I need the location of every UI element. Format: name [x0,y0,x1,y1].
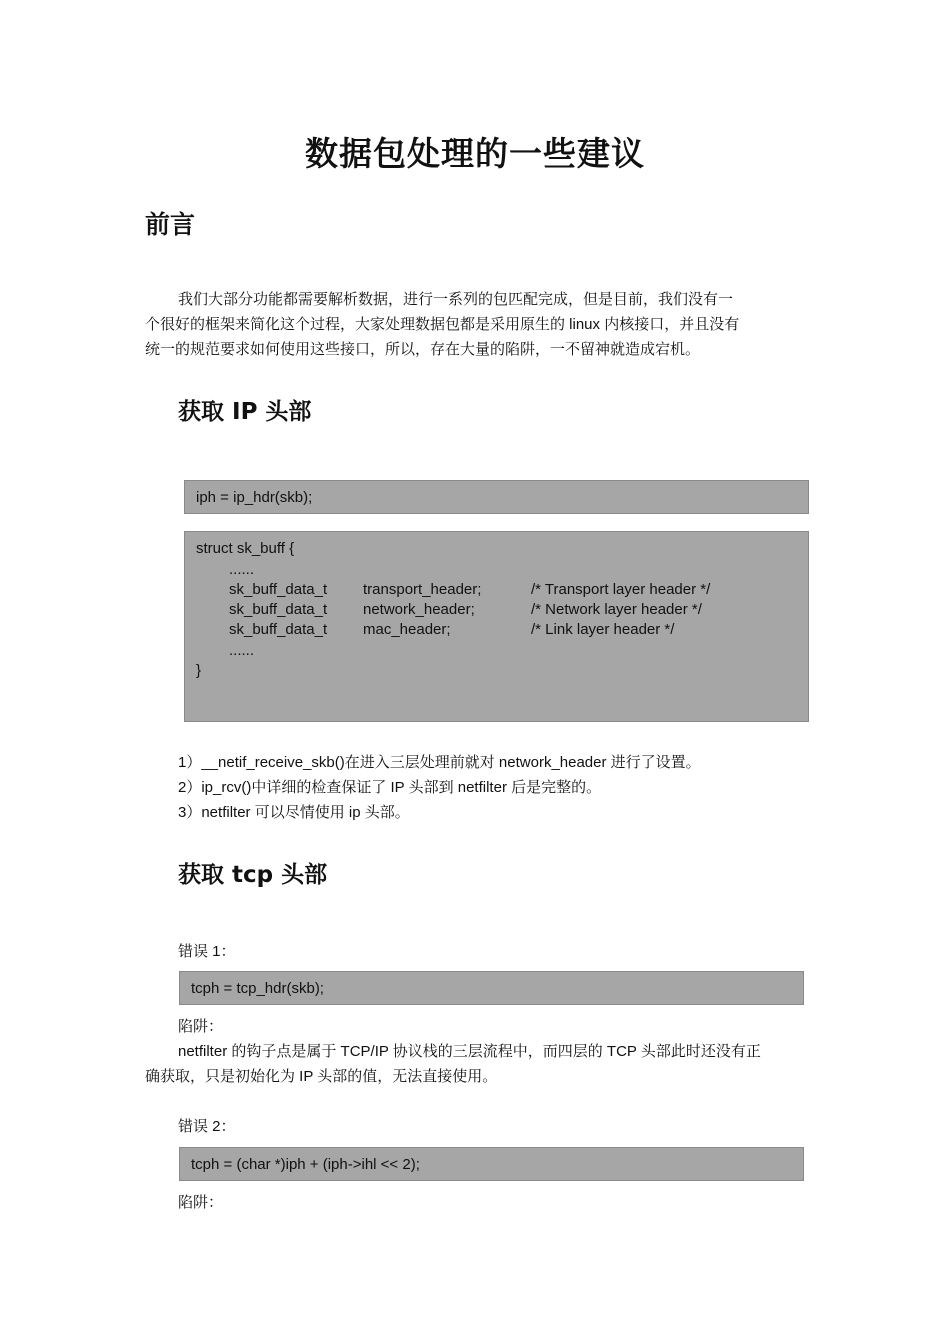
struct-field-type: sk_buff_data_t [229,581,328,598]
code-block-tcp-hdr [179,971,804,1005]
struct-field-comment: /* Link layer header */ [531,621,675,638]
note-item-3: 3）netfilter 可以尽情使用 ip 头部。 [178,804,410,821]
preface-line-1: 我们大部分功能都需要解析数据，进行一系列的包匹配完成，但是目前，我们没有一 [178,291,734,308]
code-block-sk-buff [184,531,809,722]
preface-heading: 前言 [145,210,196,239]
error-1-label: 错误 1： [178,943,236,960]
trap-1-paragraph [145,1039,807,1089]
error-2-label: 错误 2： [178,1118,236,1135]
code-line: iph = ip_hdr(skb); [196,489,313,506]
trap-1-label: 陷阱： [178,1018,224,1035]
trap-2-label: 陷阱： [178,1194,224,1211]
struct-field-name: network_header; [363,601,475,618]
struct-ellipsis-line: ...... [229,642,255,659]
struct-field-comment: /* Transport layer header */ [531,581,711,598]
preface-line-3: 统一的规范要求如何使用这些接口，所以，存在大量的陷阱，一不留神就造成宕机。 [145,341,701,358]
struct-field-comment: /* Network layer header */ [531,601,702,618]
struct-ellipsis-line: ...... [229,561,255,578]
preface-paragraph [145,287,807,362]
struct-field-type: sk_buff_data_t [229,621,328,638]
struct-field-type: sk_buff_data_t [229,601,328,618]
struct-close-line: } [196,662,202,679]
trap-1-line-1: netfilter 的钩子点是属于 TCP/IP 协议栈的三层流程中，而四层的 TCP 头部此时还没有正 [178,1043,761,1060]
document-title: 数据包处理的一些建议 [305,134,645,173]
code-block-ip-hdr [184,480,809,514]
code-line: tcph = (char *)iph + (iph->ihl << 2); [191,1156,420,1173]
preface-line-2: 个很好的框架来简化这个过程，大家处理数据包都是采用原生的 linux 内核接口，并且没有 [145,316,740,333]
trap-1-line-2: 确获取，只是初始化为 IP 头部的值，无法直接使用。 [145,1068,498,1085]
tcp-section-heading: 获取 tcp 头部 [178,862,328,888]
struct-open-line: struct sk_buff { [196,540,295,557]
note-item-2: 2）ip_rcv()中详细的检查保证了 IP 头部到 netfilter 后是完整的。 [178,779,602,796]
note-item-1: 1）__netif_receive_skb()在进入三层处理前就对 network_header 进行了设置。 [178,754,701,771]
struct-field-name: mac_header; [363,621,451,638]
struct-field-name: transport_header; [363,581,482,598]
ip-section-heading: 获取 IP 头部 [178,399,312,425]
code-line: tcph = tcp_hdr(skb); [191,980,324,997]
code-block-tcp-manual [179,1147,804,1181]
